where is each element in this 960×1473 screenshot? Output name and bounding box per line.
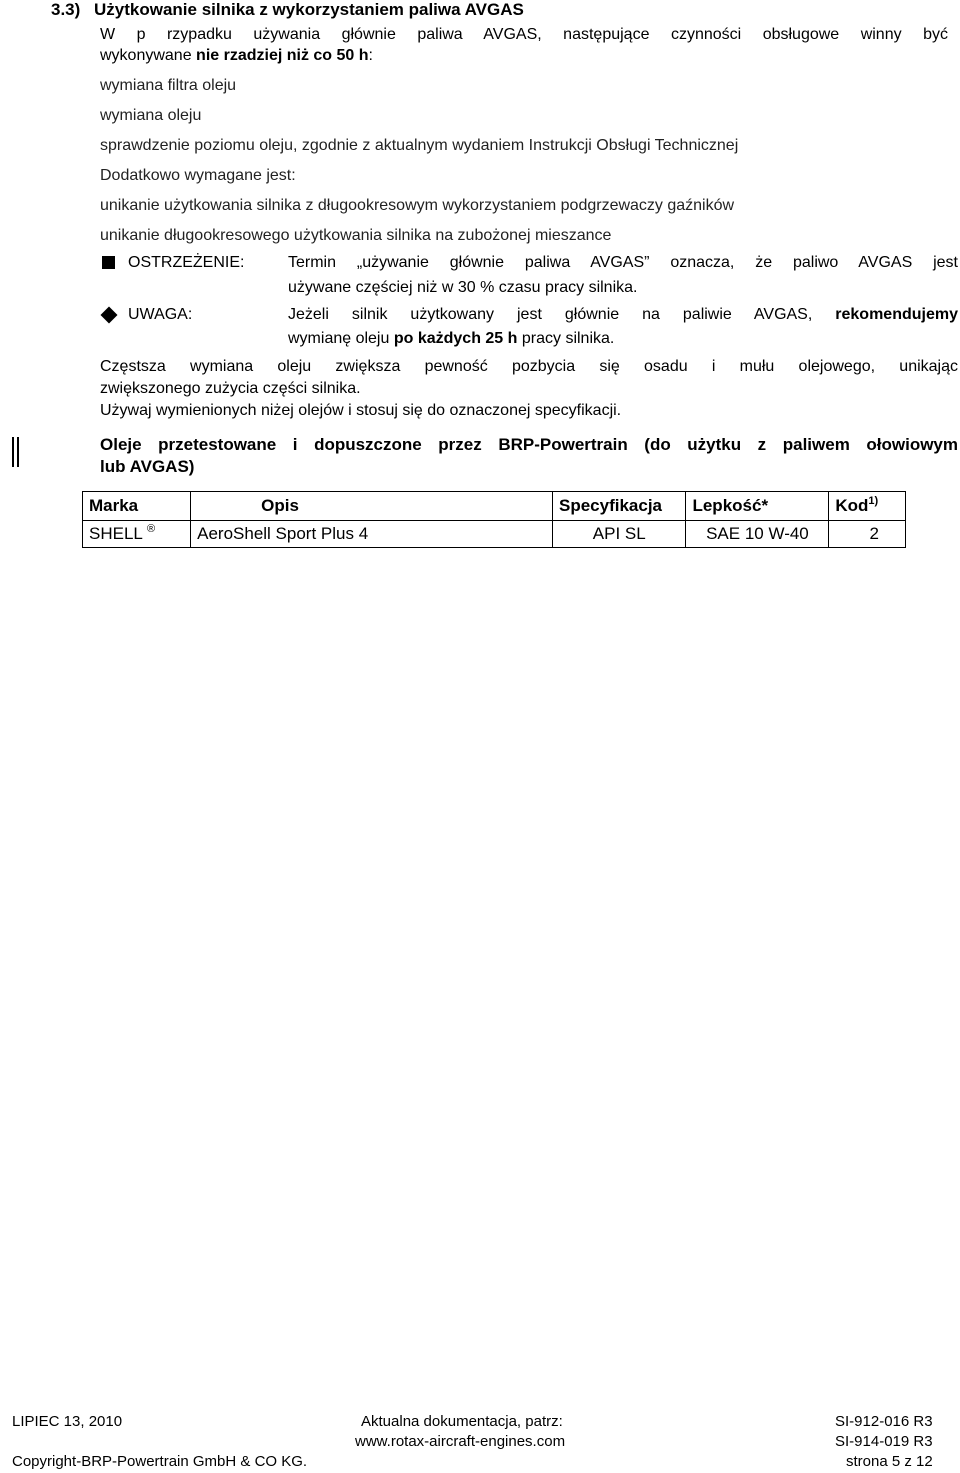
task-item: sprawdzenie poziomu oleju, zgodnie z aktualnym wydaniem Instrukcji Obsługi Technicznej (100, 137, 739, 154)
task-item: wymiana oleju (100, 107, 202, 124)
footer-website[interactable]: www.rotax-aircraft-engines.com (355, 1433, 566, 1450)
intro-line-1: W p rzypadku używania głównie paliwa AVGAS, następujące czynności obsługowe winny być (100, 26, 948, 43)
paragraph-2: Używaj wymienionych niżej olejów i stosuj się do oznaczonej specyfikacji. (100, 402, 622, 419)
change-bar (12, 437, 14, 467)
change-bar (17, 437, 19, 467)
intro-line-2-end: : (368, 47, 373, 64)
note-line-1 (288, 306, 958, 324)
cell-code: 2 (829, 521, 906, 548)
header-code-sup: 1) (868, 495, 879, 507)
header-description: Opis (191, 492, 553, 521)
cell-brand (83, 521, 191, 548)
paragraph-1-line-1: Częstsza wymiana oleju zwiększa pewność pozbycia się osadu i mułu olejowego, unikając (100, 358, 958, 375)
footer-page-number: strona 5 z 12 (846, 1453, 933, 1470)
header-code (829, 492, 906, 521)
intro-line-2 (100, 47, 373, 65)
footer-date: LIPIEC 13, 2010 (12, 1413, 123, 1430)
header-brand: Marka (83, 492, 191, 521)
footer-doc-id-2: SI-914-019 R3 (835, 1433, 933, 1450)
oil-heading-line-1: Oleje przetestowane i dopuszczone przez BRP-Powertrain (do użytku z paliwem ołowiowym (100, 435, 958, 454)
note-diamond-icon (103, 308, 115, 326)
intro-line-2-bold: nie rzadziej niż co 50 h (196, 47, 369, 64)
footer-copyright: Copyright-BRP-Powertrain GmbH & CO KG. (12, 1453, 308, 1470)
section-title: Użytkowanie silnika z wykorzystaniem paliwa AVGAS (94, 0, 524, 19)
section-number: 3.3) (51, 0, 81, 19)
note-line-1-bold: rekomendujemy (835, 306, 958, 323)
note-line-2-start: wymianę oleju (288, 330, 394, 347)
note-line-2 (288, 330, 614, 348)
note-line-2-bold: po każdych 25 h (393, 330, 518, 347)
cell-brand-text: SHELL (89, 524, 143, 543)
header-viscosity: Lepkość* (686, 492, 829, 521)
note-label: UWAGA: (128, 306, 193, 323)
table-row (83, 521, 906, 548)
additional-item: unikanie długookresowego użytkowania silnika na zubożonej mieszance (100, 227, 612, 244)
table-header-row (83, 492, 906, 521)
header-spec: Specyfikacja (553, 492, 686, 521)
intro-line-2-start: wykonywane (100, 47, 197, 64)
cell-viscosity: SAE 10 W-40 (686, 521, 829, 548)
oil-heading-line-2: lub AVGAS) (100, 457, 195, 476)
additional-label: Dodatkowo wymagane jest: (100, 167, 296, 184)
header-code-text: Kod (835, 496, 869, 515)
note-line-1-start: Jeżeli silnik użytkowany jest głównie na paliwie AVGAS, (288, 306, 836, 323)
warning-line-1: Termin „używanie głównie paliwa AVGAS” oznacza, że paliwo AVGAS jest (288, 254, 958, 271)
additional-item: unikanie użytkowania silnika z długookresowym wykorzystaniem podgrzewaczy gaźników (100, 197, 735, 214)
warning-line-2: używane częściej niż w 30 % czasu pracy silnika. (288, 279, 638, 296)
warning-label: OSTRZEŻENIE: (128, 254, 245, 271)
cell-description: AeroShell Sport Plus 4 (191, 521, 553, 548)
cell-spec: API SL (553, 521, 686, 548)
warning-square-icon (102, 256, 115, 274)
task-item: wymiana filtra oleju (100, 77, 237, 94)
oil-spec-table (82, 491, 906, 548)
footer-doc-id-1: SI-912-016 R3 (835, 1413, 933, 1430)
note-line-2-end: pracy silnika. (517, 330, 615, 347)
paragraph-1-line-2: zwiększonego zużycia części silnika. (100, 380, 361, 397)
registered-mark: ® (146, 523, 156, 535)
footer-current-docs-label: Aktualna dokumentacja, patrz: (361, 1413, 563, 1430)
